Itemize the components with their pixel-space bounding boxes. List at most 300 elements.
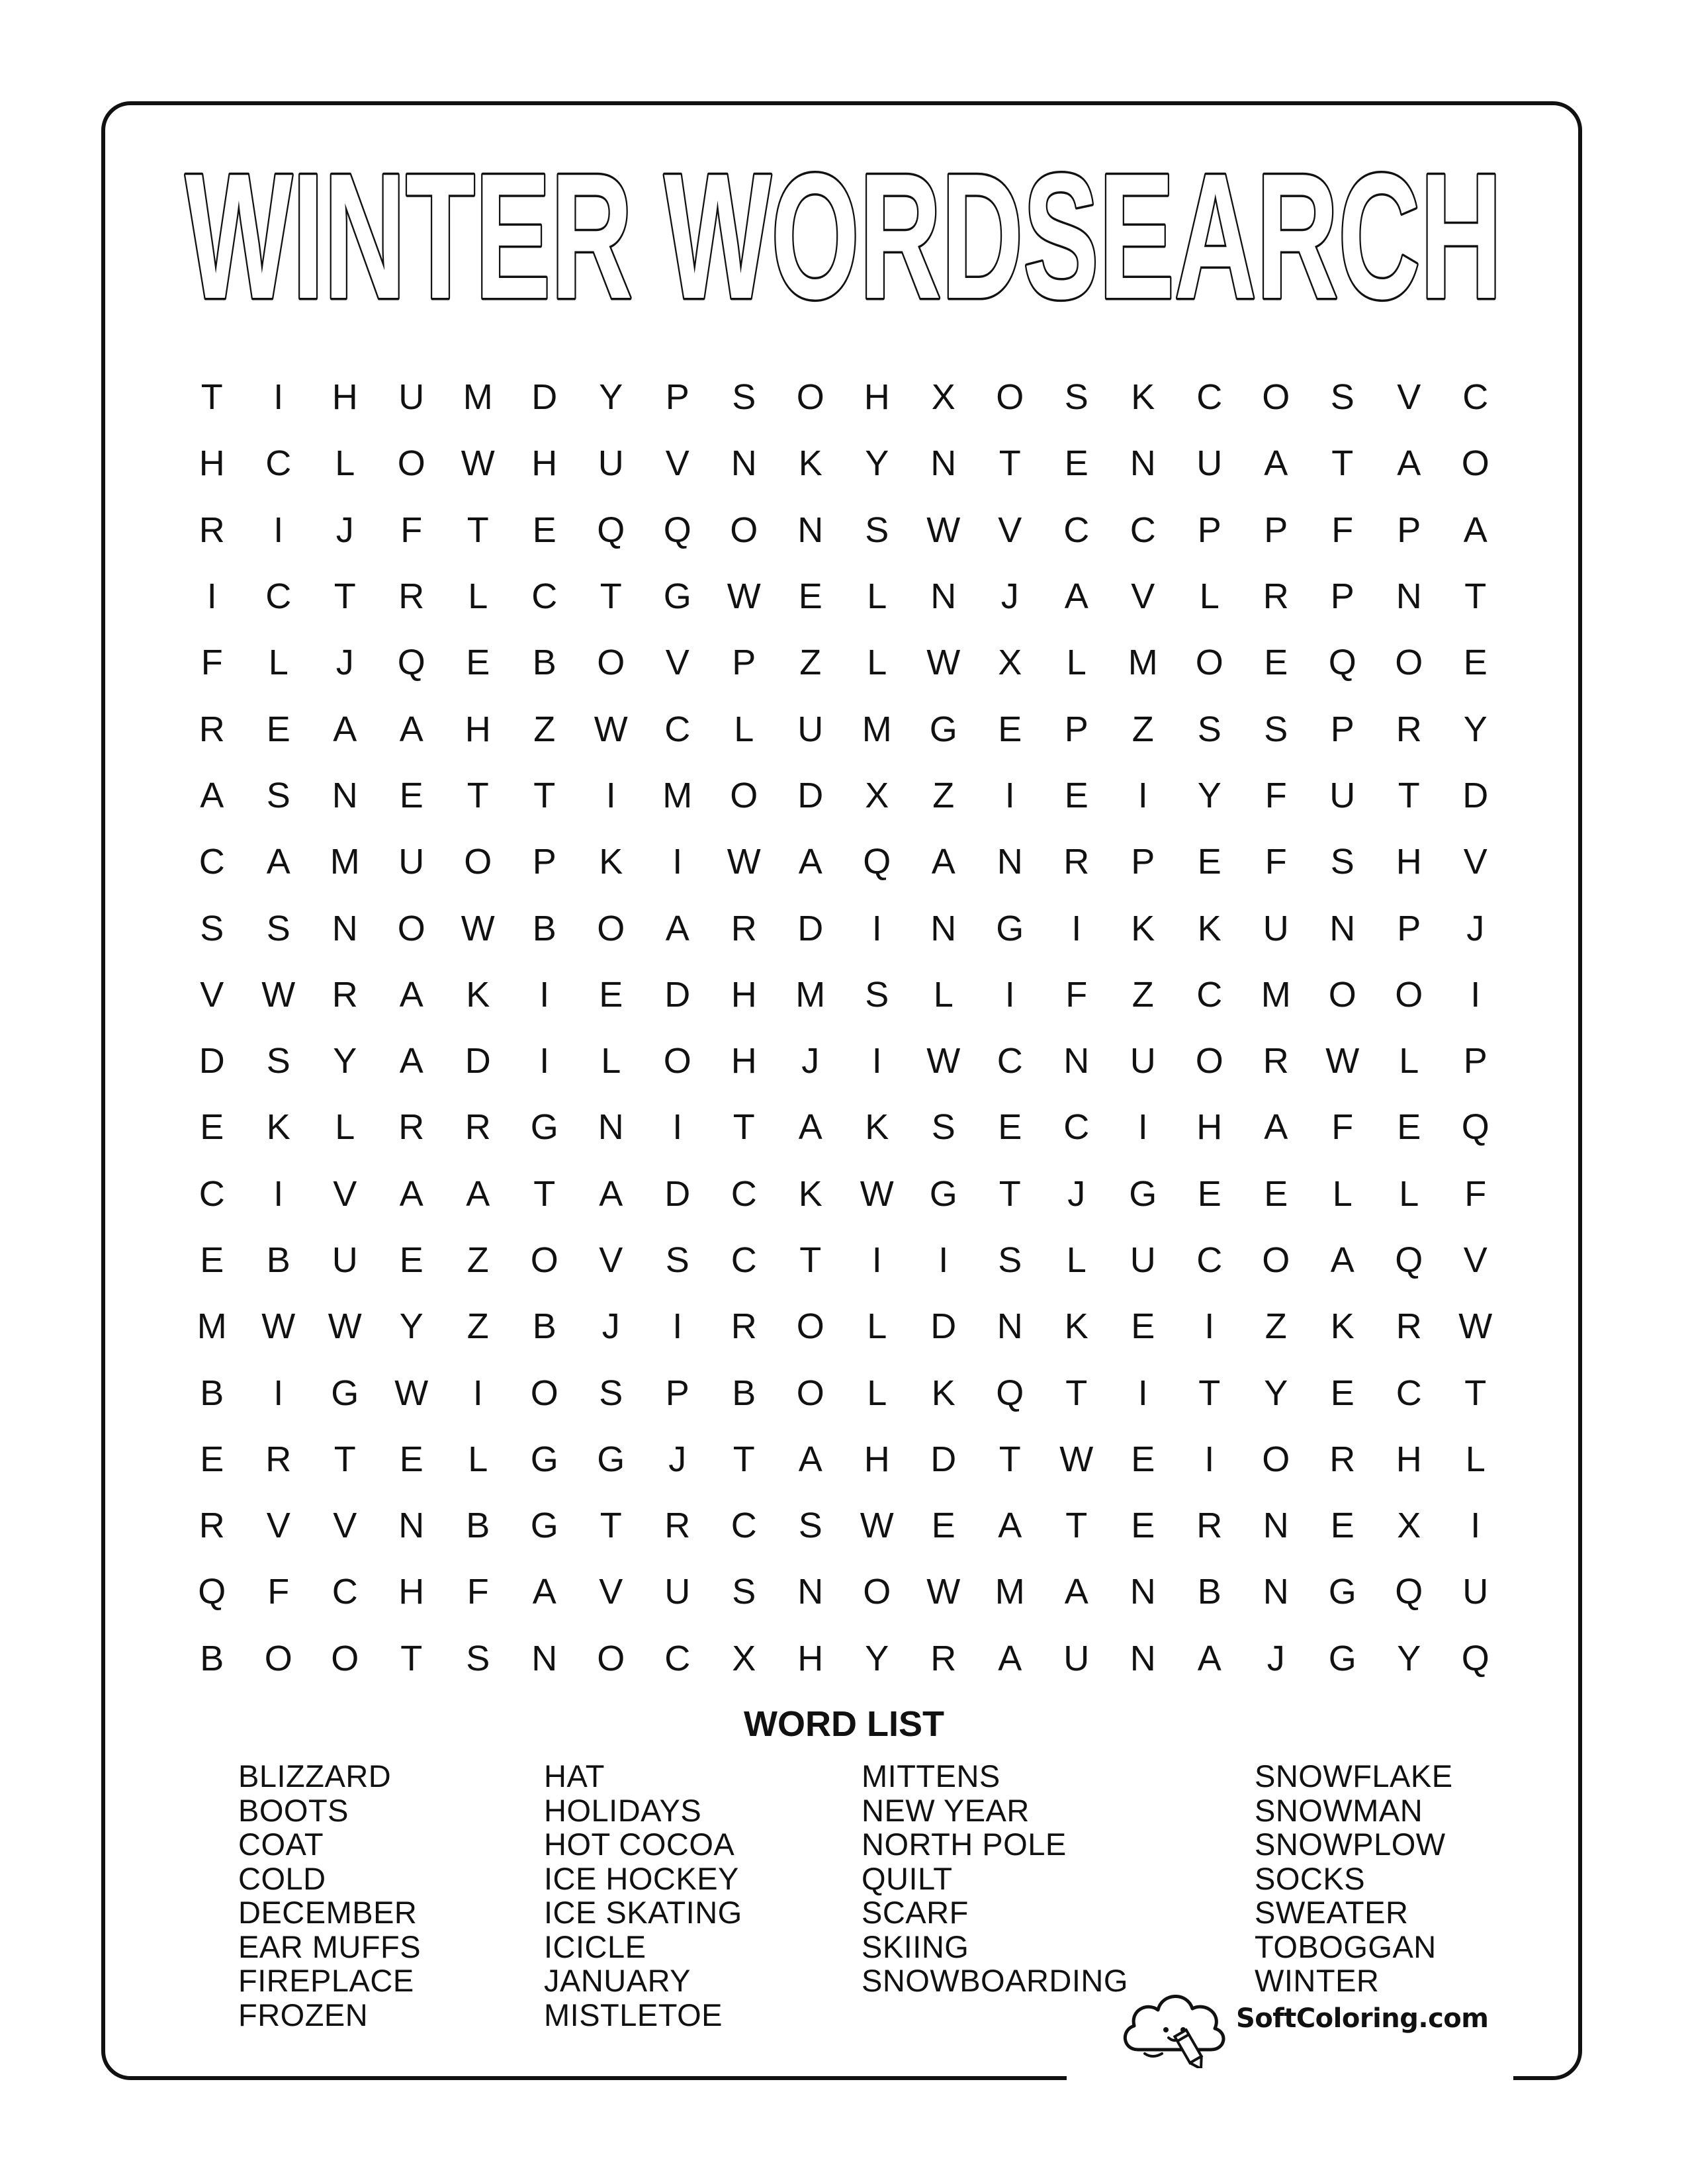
grid-letter: N: [1329, 908, 1356, 948]
grid-row: [179, 1094, 1509, 1160]
grid-letter: S: [1330, 842, 1355, 882]
grid-letter: H: [1396, 1439, 1422, 1479]
grid-letter: H: [1396, 842, 1422, 882]
grid-letter: T: [1065, 1373, 1088, 1413]
grid-letter: A: [798, 842, 822, 882]
grid-letter: O: [730, 510, 758, 550]
grid-letter: A: [399, 1173, 423, 1214]
grid-letter: K: [1330, 1306, 1355, 1347]
grid-letter: G: [663, 576, 691, 617]
grid-letter: R: [1263, 576, 1289, 617]
grid-letter: G: [331, 1373, 359, 1413]
grid-letter: A: [599, 1173, 623, 1214]
grid-letter: B: [532, 1306, 556, 1347]
grid-letter: L: [601, 1041, 621, 1081]
grid-letter: O: [1395, 974, 1423, 1015]
grid-letter: F: [1331, 510, 1354, 550]
grid-letter: K: [1197, 908, 1222, 948]
grid-letter: Y: [1264, 1373, 1288, 1413]
grid-letter: L: [1399, 1041, 1419, 1081]
grid-letter: C: [531, 576, 558, 617]
grid-letter: O: [796, 377, 824, 418]
grid-letter: H: [531, 443, 558, 484]
grid-letter: E: [1397, 1107, 1421, 1148]
grid-letter: Q: [663, 510, 691, 550]
grid-letter: C: [664, 709, 691, 749]
grid-letter: B: [200, 1373, 224, 1413]
grid-letter: I: [1004, 775, 1015, 815]
grid-letter: B: [1197, 1572, 1222, 1612]
grid-letter: H: [332, 377, 358, 418]
grid-letter: S: [998, 1240, 1022, 1280]
word-list-item: COAT: [238, 1827, 324, 1862]
grid-letter: Y: [865, 1638, 889, 1678]
grid-letter: O: [1195, 1041, 1223, 1081]
grid-letter: Q: [597, 510, 625, 550]
grid-letter: W: [926, 643, 961, 683]
grid-letter: Q: [1395, 1572, 1423, 1612]
grid-letter: V: [665, 643, 689, 683]
grid-letter: N: [1130, 1572, 1156, 1612]
grid-letter: A: [399, 974, 423, 1015]
grid-letter: A: [266, 842, 290, 882]
grid-letter: U: [1462, 1572, 1489, 1612]
grid-letter: H: [398, 1572, 425, 1612]
word-list-item: NORTH POLE: [862, 1827, 1067, 1862]
grid-letter: R: [731, 908, 757, 948]
grid-letter: U: [598, 443, 624, 484]
grid-row: [179, 1293, 1509, 1359]
grid-letter: Q: [198, 1572, 226, 1612]
grid-letter: R: [1196, 1506, 1223, 1546]
grid-letter: C: [731, 1506, 757, 1546]
frame-gap: [1067, 2073, 1513, 2086]
grid-letter: O: [1461, 443, 1489, 484]
grid-letter: O: [530, 1240, 558, 1280]
grid-letter: V: [1463, 842, 1488, 882]
grid-letter: Q: [1395, 1240, 1423, 1280]
grid-letter: Z: [466, 1240, 489, 1280]
grid-letter: T: [733, 1439, 755, 1479]
grid-letter: I: [1071, 908, 1082, 948]
grid-letter: L: [867, 1373, 887, 1413]
grid-letter: W: [461, 443, 495, 484]
grid-letter: T: [466, 510, 489, 550]
grid-letter: Y: [599, 377, 623, 418]
grid-letter: N: [332, 908, 358, 948]
grid-letter: H: [1196, 1107, 1223, 1148]
grid-letter: W: [926, 1572, 961, 1612]
grid-letter: I: [539, 974, 550, 1015]
grid-letter: A: [1264, 443, 1288, 484]
grid-letter: I: [273, 377, 284, 418]
grid-letter: J: [668, 1439, 687, 1479]
grid-letter: H: [731, 1041, 757, 1081]
grid-letter: A: [798, 1107, 822, 1148]
grid-letter: N: [930, 443, 957, 484]
grid-letter: I: [539, 1041, 550, 1081]
word-list-item: BOOTS: [238, 1792, 349, 1828]
grid-letter: S: [266, 908, 290, 948]
grid-letter: J: [1000, 576, 1019, 617]
grid-letter: S: [732, 1572, 756, 1612]
grid-row: [179, 563, 1509, 629]
grid-letter: E: [1064, 443, 1088, 484]
grid-letter: V: [599, 1240, 623, 1280]
grid-letter: E: [532, 510, 556, 550]
grid-letter: R: [398, 576, 425, 617]
grid-letter: Y: [1397, 1638, 1421, 1678]
grid-letter: Q: [1328, 643, 1356, 683]
grid-letter: K: [931, 1373, 955, 1413]
grid-letter: K: [266, 1107, 290, 1148]
grid-letter: C: [265, 576, 292, 617]
grid-row: [179, 1426, 1509, 1492]
word-list-item: WINTER: [1255, 1963, 1380, 1998]
grid-letter: B: [532, 643, 556, 683]
grid-letter: J: [1067, 1173, 1086, 1214]
grid-letter: I: [1137, 1107, 1148, 1148]
grid-letter: I: [871, 1041, 882, 1081]
grid-letter: G: [530, 1107, 558, 1148]
grid-letter: H: [199, 443, 225, 484]
grid-letter: T: [200, 377, 223, 418]
grid-letter: T: [600, 576, 622, 617]
grid-letter: I: [1204, 1306, 1215, 1347]
grid-letter: W: [1458, 1306, 1493, 1347]
grid-letter: C: [1196, 1240, 1223, 1280]
grid-letter: T: [799, 1240, 822, 1280]
word-list-item: MITTENS: [862, 1758, 1000, 1794]
grid-letter: G: [530, 1506, 558, 1546]
grid-letter: E: [1131, 1306, 1155, 1347]
grid-letter: W: [261, 974, 296, 1015]
grid-letter: S: [266, 1041, 290, 1081]
grid-letter: J: [801, 1041, 820, 1081]
grid-letter: O: [1395, 643, 1423, 683]
grid-letter: E: [1197, 842, 1222, 882]
grid-letter: U: [1063, 1638, 1090, 1678]
grid-row: [179, 1227, 1509, 1293]
grid-letter: R: [465, 1107, 491, 1148]
grid-letter: N: [1263, 1506, 1289, 1546]
word-list-item: BLIZZARD: [238, 1758, 392, 1794]
word-list-item: HOT COCOA: [544, 1827, 735, 1862]
grid-letter: U: [1329, 775, 1356, 815]
grid-letter: G: [597, 1439, 625, 1479]
grid-letter: N: [1263, 1572, 1289, 1612]
grid-letter: O: [397, 443, 425, 484]
grid-row: [179, 629, 1509, 696]
grid-letter: Y: [399, 1306, 423, 1347]
grid-letter: W: [926, 1041, 961, 1081]
grid-letter: W: [1325, 1041, 1360, 1081]
grid-letter: P: [532, 842, 556, 882]
grid-letter: B: [466, 1506, 490, 1546]
grid-letter: T: [1464, 576, 1487, 617]
grid-letter: W: [926, 510, 961, 550]
word-list-heading: WORD LIST: [744, 1704, 944, 1744]
grid-letter: W: [328, 1306, 362, 1347]
grid-letter: L: [1066, 1240, 1087, 1280]
grid-letter: T: [999, 1439, 1021, 1479]
grid-letter: E: [399, 775, 423, 815]
grid-row: [179, 1028, 1509, 1094]
grid-letter: R: [731, 1306, 757, 1347]
grid-letter: C: [1462, 377, 1489, 418]
grid-letter: K: [1131, 377, 1155, 418]
grid-letter: N: [332, 775, 358, 815]
grid-letter: F: [1265, 842, 1287, 882]
grid-row: [179, 895, 1509, 961]
grid-letter: X: [732, 1638, 756, 1678]
grid-letter: G: [1328, 1572, 1356, 1612]
grid-letter: D: [199, 1041, 225, 1081]
grid-letter: E: [399, 1240, 423, 1280]
grid-letter: S: [931, 1107, 955, 1148]
grid-letter: I: [871, 908, 882, 948]
grid-letter: Z: [533, 709, 556, 749]
grid-letter: I: [472, 1373, 483, 1413]
grid-letter: E: [1330, 1373, 1355, 1413]
grid-letter: F: [1265, 775, 1287, 815]
word-list-item: FROZEN: [238, 1997, 369, 2032]
grid-letter: L: [734, 709, 754, 749]
grid-row: [179, 696, 1509, 762]
grid-letter: G: [530, 1439, 558, 1479]
grid-letter: A: [665, 908, 689, 948]
grid-letter: E: [1197, 1173, 1222, 1214]
grid-letter: H: [797, 1638, 824, 1678]
grid-letter: W: [461, 908, 495, 948]
grid-letter: T: [400, 1638, 423, 1678]
grid-letter: F: [200, 643, 223, 683]
grid-letter: M: [862, 709, 892, 749]
grid-letter: N: [930, 576, 957, 617]
grid-letter: K: [798, 1173, 822, 1214]
grid-letter: L: [468, 1439, 488, 1479]
word-list-column-4: [1255, 1759, 1453, 1998]
grid-letter: Y: [1197, 775, 1222, 815]
grid-letter: K: [1064, 1306, 1088, 1347]
grid-letter: R: [199, 1506, 225, 1546]
grid-letter: T: [533, 775, 556, 815]
grid-row: [179, 829, 1509, 895]
grid-letter: V: [599, 1572, 623, 1612]
grid-letter: O: [1262, 377, 1290, 418]
grid-letter: T: [1464, 1373, 1487, 1413]
grid-letter: N: [398, 1506, 425, 1546]
grid-letter: E: [1131, 1439, 1155, 1479]
grid-letter: O: [1328, 974, 1356, 1015]
grid-row: [179, 1559, 1509, 1625]
grid-letter: L: [468, 576, 488, 617]
grid-letter: A: [1397, 443, 1421, 484]
grid-row: [179, 364, 1509, 430]
grid-letter: P: [1064, 709, 1088, 749]
grid-letter: L: [1332, 1173, 1353, 1214]
grid-letter: Y: [865, 443, 889, 484]
grid-letter: I: [605, 775, 616, 815]
grid-letter: T: [1331, 443, 1354, 484]
page-title: [99, 140, 1588, 352]
grid-letter: U: [1263, 908, 1289, 948]
grid-letter: Q: [1461, 1638, 1489, 1678]
word-list-item: HAT: [544, 1758, 605, 1794]
grid-letter: K: [466, 974, 490, 1015]
grid-letter: W: [727, 842, 761, 882]
grid-letter: Q: [863, 842, 891, 882]
grid-letter: E: [1131, 1506, 1155, 1546]
grid-letter: L: [933, 974, 954, 1015]
grid-letter: Y: [1463, 709, 1488, 749]
grid-letter: W: [594, 709, 628, 749]
grid-letter: I: [1470, 974, 1481, 1015]
grid-letter: C: [731, 1240, 757, 1280]
word-list-item: JANUARY: [544, 1963, 691, 1998]
grid-letter: B: [266, 1240, 290, 1280]
grid-letter: T: [333, 1439, 356, 1479]
grid-letter: X: [998, 643, 1022, 683]
grid-letter: S: [732, 377, 756, 418]
grid-letter: D: [465, 1041, 491, 1081]
grid-letter: D: [664, 1173, 691, 1214]
grid-letter: R: [199, 709, 225, 749]
brand-text: SoftColoring.com: [1236, 2003, 1489, 2034]
grid-letter: O: [264, 1638, 292, 1678]
word-list-item: NEW YEAR: [862, 1792, 1030, 1828]
grid-letter: C: [199, 1173, 225, 1214]
grid-letter: O: [331, 1638, 359, 1678]
title-text: WINTER WORDSEARCH: [185, 140, 1502, 336]
grid-letter: I: [672, 1306, 683, 1347]
grid-letter: V: [333, 1173, 357, 1214]
grid-letter: E: [798, 576, 822, 617]
grid-letter: N: [997, 1306, 1023, 1347]
word-list-item: SNOWPLOW: [1255, 1827, 1446, 1862]
grid-letter: A: [333, 709, 357, 749]
cloud-pencil-logo-icon: [1118, 1976, 1231, 2068]
grid-letter: F: [1065, 974, 1088, 1015]
word-list-item: SWEATER: [1255, 1895, 1409, 1930]
grid-letter: M: [1128, 643, 1158, 683]
grid-letter: C: [997, 1041, 1023, 1081]
grid-letter: B: [732, 1373, 756, 1413]
grid-letter: I: [273, 1373, 284, 1413]
grid-letter: S: [466, 1638, 490, 1678]
grid-letter: G: [1129, 1173, 1157, 1214]
grid-letter: M: [463, 377, 493, 418]
grid-letter: U: [1196, 443, 1223, 484]
letter-grid: [179, 364, 1509, 1692]
grid-letter: N: [731, 443, 757, 484]
word-list-item: FIREPLACE: [238, 1963, 414, 1998]
grid-letter: V: [200, 974, 224, 1015]
grid-letter: E: [599, 974, 623, 1015]
grid-letter: V: [266, 1506, 290, 1546]
grid-letter: J: [335, 510, 354, 550]
grid-letter: C: [731, 1173, 757, 1214]
word-list-item: ICE HOCKEY: [544, 1860, 739, 1896]
grid-letter: P: [732, 643, 756, 683]
grid-letter: U: [1130, 1240, 1156, 1280]
grid-row: [179, 1625, 1509, 1692]
grid-letter: V: [665, 443, 689, 484]
grid-letter: R: [1063, 842, 1090, 882]
grid-row: [179, 497, 1509, 563]
grid-letter: I: [1470, 1506, 1481, 1546]
grid-letter: D: [1462, 775, 1489, 815]
word-list-item: HOLIDAYS: [544, 1792, 702, 1828]
grid-letter: F: [1331, 1107, 1354, 1148]
grid-letter: F: [267, 1572, 290, 1612]
grid-letter: A: [1064, 1572, 1088, 1612]
grid-letter: E: [1264, 643, 1288, 683]
grid-letter: W: [261, 1306, 296, 1347]
word-list-item: COLD: [238, 1860, 326, 1896]
grid-letter: L: [268, 643, 289, 683]
word-list-item: SNOWBOARDING: [862, 1963, 1128, 1998]
grid-letter: Z: [932, 775, 955, 815]
grid-letter: D: [797, 908, 824, 948]
word-list-item: SOCKS: [1255, 1860, 1366, 1896]
word-list-item: SNOWFLAKE: [1255, 1758, 1453, 1794]
grid-letter: E: [998, 1107, 1022, 1148]
grid-letter: P: [665, 1373, 689, 1413]
grid-letter: A: [931, 842, 955, 882]
grid-letter: K: [599, 842, 623, 882]
grid-letter: E: [200, 1240, 224, 1280]
grid-letter: I: [1204, 1439, 1215, 1479]
grid-letter: X: [1397, 1506, 1421, 1546]
grid-letter: V: [1397, 377, 1421, 418]
grid-letter: C: [664, 1638, 691, 1678]
grid-letter: T: [733, 1107, 755, 1148]
grid-letter: R: [398, 1107, 425, 1148]
grid-letter: Y: [333, 1041, 357, 1081]
grid-letter: C: [1196, 974, 1223, 1015]
grid-letter: D: [531, 377, 558, 418]
grid-letter: Z: [466, 1306, 489, 1347]
grid-letter: G: [929, 709, 957, 749]
grid-letter: G: [929, 1173, 957, 1214]
grid-letter: E: [1264, 1173, 1288, 1214]
grid-letter: R: [1396, 709, 1422, 749]
grid-letter: W: [860, 1506, 894, 1546]
grid-letter: V: [998, 510, 1022, 550]
grid-letter: T: [1065, 1506, 1088, 1546]
grid-letter: R: [1396, 1306, 1422, 1347]
grid-letter: L: [867, 643, 887, 683]
grid-letter: L: [1399, 1173, 1419, 1214]
grid-letter: O: [863, 1572, 891, 1612]
grid-letter: U: [398, 377, 425, 418]
title-outline-text: [99, 140, 1588, 352]
grid-letter: Z: [1132, 709, 1154, 749]
grid-letter: O: [597, 643, 625, 683]
grid-letter: I: [1137, 1373, 1148, 1413]
grid-letter: I: [672, 1107, 683, 1148]
word-list-item: QUILT: [862, 1860, 953, 1896]
grid-letter: A: [998, 1506, 1022, 1546]
grid-letter: A: [1264, 1107, 1288, 1148]
grid-letter: O: [996, 377, 1024, 418]
grid-letter: T: [1398, 775, 1420, 815]
grid-letter: A: [399, 1041, 423, 1081]
grid-letter: Z: [1132, 974, 1154, 1015]
grid-letter: I: [1004, 974, 1015, 1015]
grid-letter: B: [200, 1638, 224, 1678]
